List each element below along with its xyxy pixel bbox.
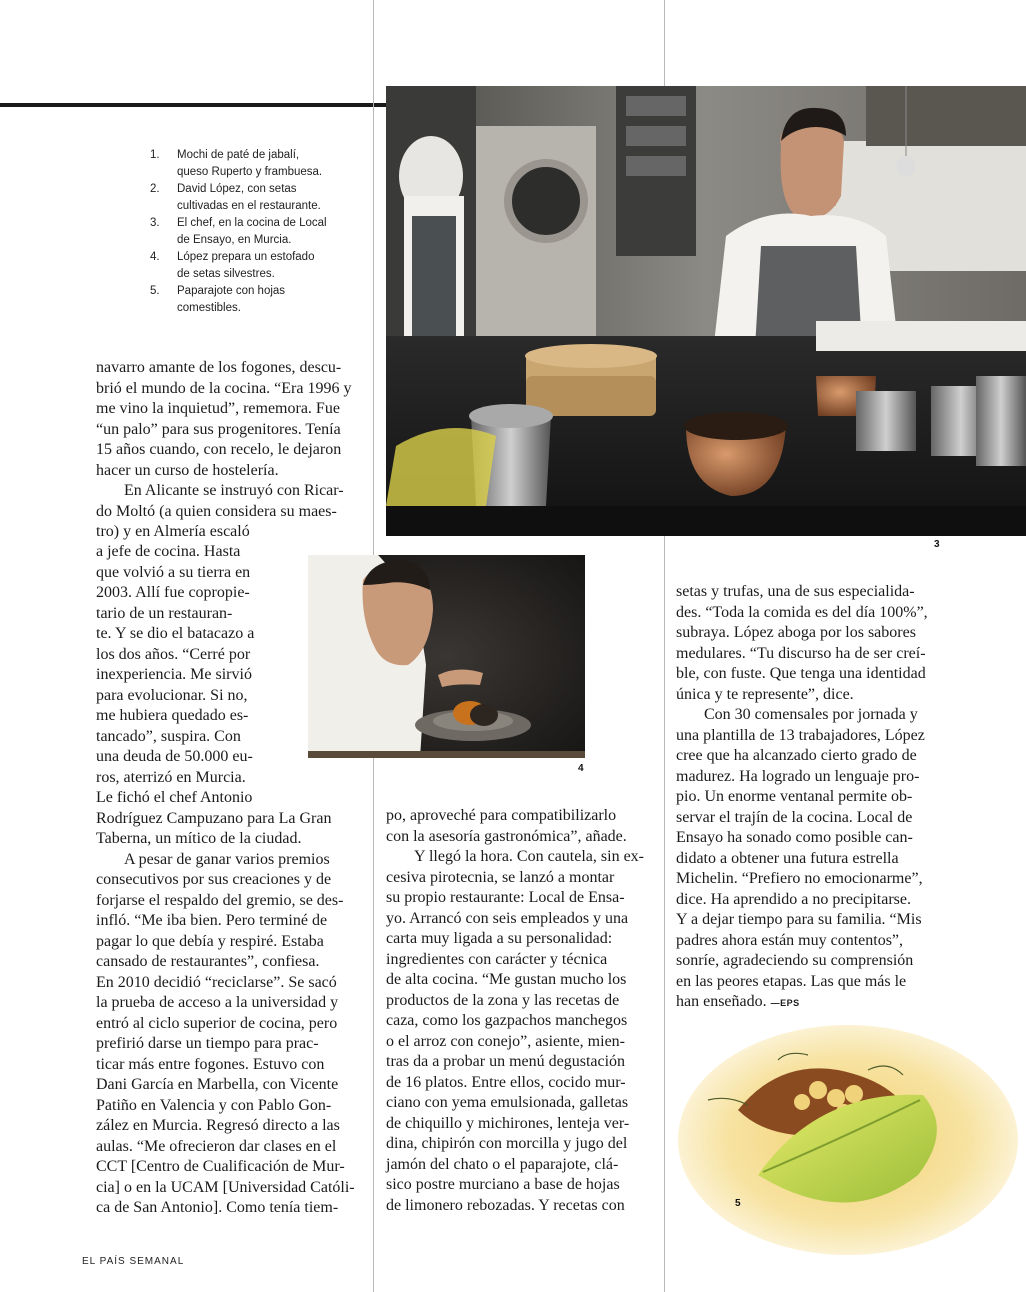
- caption-item: 2. David López, con setas cultivadas en el restaurante.: [150, 183, 321, 212]
- top-rule: [0, 103, 386, 107]
- dessert-photo: [668, 1000, 1026, 1292]
- paragraph: setas y trufas, una de sus especialida- des. “Toda la comida es del día 100%”, subraya. López aboga por los sabores medulares. “Tu discurso ha de ser creí- ble, con fuste. Que tenga una identidad única y te represente”, dice.: [676, 583, 928, 703]
- photo-number-5: 5: [735, 1198, 741, 1209]
- dessert-illustration: [668, 1000, 1026, 1292]
- column-2: [386, 806, 652, 1216]
- caption-item: 5. Paparajote con hojas comestibles.: [150, 285, 286, 314]
- caption-item: 3. El chef, en la cocina de Local de Ensayo, en Murcia.: [150, 217, 327, 246]
- column-1-wrap: [96, 542, 274, 788]
- paragraph: Con 30 comensales por jornada y una plantilla de 13 trabajadores, López cree que ha alcanzado cierto grado de madurez. Ha logrado un lenguaje pro- pio. Un enorme ventanal permite ob- servar el trajín de la cocina. Local de Ensayo ha sonado como posible can- didato a obtener una futura estrella Michelin. “Prefiero no emocionarme”, dice. Ha aprendido a no precipitarse. Y a dejar tiempo para su familia. “Mis padres ahora están muy contentos”, sonríe, agradeciendo su comprensión en las peores etapas. Las que más le han enseñado. —EPS: [676, 706, 925, 1010]
- photo-number-3: 3: [934, 539, 940, 550]
- caption-item: 4. López prepara un estofado de setas silvestres.: [150, 251, 315, 280]
- column-1-bottom: [96, 788, 361, 1219]
- caption-item: 1. Mochi de paté de jabalí, queso Ruperto y frambuesa.: [150, 149, 323, 178]
- kitchen-photo: [386, 86, 1026, 536]
- publication-footer: EL PAÍS SEMANAL: [82, 1256, 185, 1267]
- paragraph: En Alicante se instruyó con Ricar- do Moltó (a quien considera su maes- tro) y en Almería escaló: [96, 482, 344, 540]
- signature: —EPS: [770, 998, 800, 1008]
- column-1-top: [96, 358, 361, 543]
- paragraph: po, aproveché para compatibilizarlo con la asesoría gastronómica”, añade.: [386, 807, 627, 845]
- paragraph: Le fichó el chef Antonio Rodríguez Campuzano para La Gran Taberna, un mítico de la ciudad.: [96, 789, 332, 847]
- paragraph: A pesar de ganar varios premios consecutivos por sus creaciones y de forjarse el respaldo del gremio, se des- infló. “Me iba bien. Pero terminé de pagar lo que debía y respiré. Estaba cansado de restaurantes”, confiesa. En 2010 decidió “reciclarse”. Se sacó la prueba de acceso a la universidad y entró al ciclo superior de cocina, pero prefirió darse un tiempo para prac- ticar más entre fogones. Estuvo con Dani García en Marbella, con Vicente Patiño en Valencia y con Pablo Gon- zález en Murcia. Regresó directo a las aulas. “Me ofrecieron dar clases en el CCT [Centro de Cualificación de Mur- cia] o en la UCAM [Universidad Católi- ca de San Antonio]. Como tenía tiem-: [96, 850, 355, 1216]
- chef-plating-photo: [308, 555, 585, 758]
- column-3: [676, 582, 942, 1014]
- kitchen-illustration: [386, 86, 1026, 536]
- chef-plating-illustration: [308, 555, 585, 758]
- photo-number-4: 4: [578, 763, 584, 774]
- paragraph: Y llegó la hora. Con cautela, sin ex- cesiva pirotecnia, se lanzó a montar su propio restaurante: Local de Ensa- yo. Arrancó con seis empleados y una carta muy ligada a su personalidad: ingredientes con carácter y técnica de alta cocina. “Me gustan mucho los productos de la zona y las recetas de caza, como los gazpachos manchegos o el arroz con conejo”, asiente, mien- tras da a probar un menú degustación de 16 platos. Entre ellos, cocido mur- ciano con yema emulsionada, galletas de chiquillo y michirones, lenteja ver- dina, chipirón con morcilla y jugo del jamón del chato o el paparajote, clá- sico postre murciano a base de hojas de limonero rebozadas. Y recetas con: [386, 848, 644, 1214]
- paragraph: navarro amante de los fogones, descu- brió el mundo de la cocina. “Era 1996 y me vino la inquietud”, rememora. Fue “un palo” para sus progenitores. Tenía 15 años cuando, con recelo, le dejaron hacer un curso de hostelería.: [96, 359, 352, 479]
- paragraph: a jefe de cocina. Hasta que volvió a su tierra en 2003. Allí fue copropie- tario de un restauran- te. Y se dio el batacazo a los dos años. “Cerré por inexperiencia. Me sirvió para evolucionar. Si no, me hubiera quedado es- tancado”, suspira. Con una deuda de 50.000 eu- ros, aterrizó en Murcia.: [96, 543, 255, 786]
- photo-captions: [150, 147, 360, 317]
